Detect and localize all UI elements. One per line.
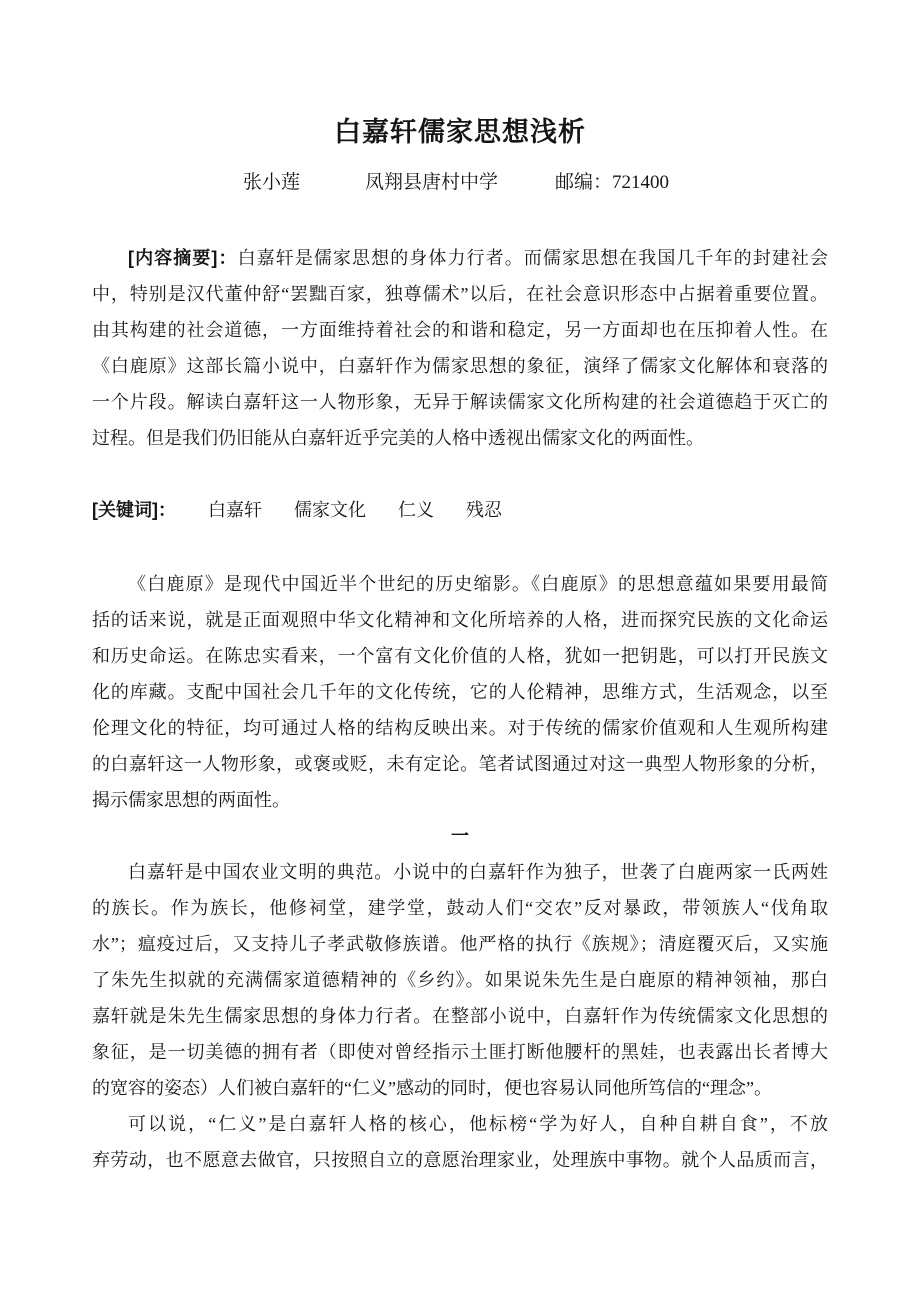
paragraph-line: 揭示儒家思想的两面性。 (92, 790, 290, 810)
abstract-line: 一个片段。解读白嘉轩这一人物形象，无异于解读儒家文化所构建的社会道德趋于灭亡的 (92, 392, 828, 412)
paragraph-line: 了朱先生拟就的充满儒家道德精神的《乡约》。如果说朱先生是白鹿原的精神领袖，那白 (92, 970, 828, 990)
paragraph-line: 的族长。作为族长，他修祠堂，建学堂，鼓动人们“交农”反对暴政，带领族人“伐角取 (92, 898, 828, 918)
abstract-text: 白嘉轩是儒家思想的身体力行者。而儒家思想在我国几千年的封建社会 (237, 248, 828, 268)
keyword-item: 残忍 (466, 500, 502, 520)
body-paragraph-renyi (92, 1106, 828, 1178)
section-marker: 一 (451, 826, 469, 846)
paragraph-line: 和历史命运。在陈忠实看来，一个富有文化价值的人格，犹如一把钥匙，可以打开民族文 (92, 646, 828, 666)
byline (92, 170, 828, 196)
keywords-line (92, 492, 828, 528)
keywords-label: [关键词]： (92, 500, 176, 520)
paragraph-line: 象征，是一切美德的拥有者（即使对曾经指示土匪打断他腰杆的黑娃，也表露出长者博大 (92, 1042, 828, 1062)
abstract-line: 由其构建的社会道德，一方面维持着社会的和谐和稳定，另一方面却也在压抑着人性。在 (92, 320, 828, 340)
paragraph-line: 伦理文化的特征，均可通过人格的结构反映出来。对于传统的儒家价值观和人生观所构建 (92, 718, 828, 738)
body-paragraph-intro (92, 566, 828, 818)
keyword-item: 儒家文化 (294, 500, 366, 520)
byline-affiliation: 凤翔县唐村中学 (365, 172, 499, 193)
paragraph-line: 弃劳动，也不愿意去做官，只按照自立的意愿治理家业，处理族中事物。就个人品质而言， (92, 1150, 828, 1170)
paragraph-line: 化的库藏。支配中国社会几千年的文化传统，它的人伦精神，思维方式，生活观念，以至 (92, 682, 828, 702)
paragraph-line: 的宽容的姿态）人们被白嘉轩的“仁义”感动的同时，便也容易认同他所笃信的“理念”。 (92, 1078, 772, 1098)
paragraph-line: 水”；瘟疫过后，又支持儿子孝武敬修族谱。他严格的执行《族规》；清庭覆灭后，又实施 (92, 934, 828, 954)
keyword-item: 仁义 (398, 500, 434, 520)
paragraph-line: 可以说，“仁义”是白嘉轩人格的核心，他标榜“学为好人，自种自耕自食”，不放 (128, 1114, 828, 1134)
paragraph-line: 《白鹿原》是现代中国近半个世纪的历史缩影。《白鹿原》的思想意蕴如果要用最简 (128, 574, 828, 594)
body-paragraph-section-one (92, 854, 828, 1106)
abstract-paragraph (92, 240, 828, 456)
abstract-line: 过程。但是我们仍旧能从白嘉轩近乎完美的人格中透视出儒家文化的两面性。 (92, 428, 704, 448)
abstract-line (92, 240, 828, 276)
byline-postcode: 邮编：721400 (555, 172, 670, 193)
paragraph-line: 的白嘉轩这一人物形象，或褒或贬，未有定论。笔者试图通过对这一典型人物形象的分析， (92, 754, 828, 774)
paragraph-line: 白嘉轩是中国农业文明的典范。小说中的白嘉轩作为独子，世袭了白鹿两家一氏两姓 (128, 862, 828, 882)
byline-author: 张小莲 (243, 172, 301, 193)
abstract-line: 中，特别是汉代董仲舒“罢黜百家，独尊儒术”以后，在社会意识形态中占据着重要位置。 (92, 284, 828, 304)
paragraph-line: 嘉轩就是朱先生儒家思想的身体力行者。在整部小说中，白嘉轩作为传统儒家文化思想的 (92, 1006, 828, 1026)
paragraph-line: 括的话来说，就是正面观照中华文化精神和文化所培养的人格，进而探究民族的文化命运 (92, 610, 828, 630)
page-title: 白嘉轩儒家思想浅析 (334, 117, 586, 147)
keyword-item: 白嘉轩 (208, 500, 262, 520)
abstract-line: 《白鹿原》这部长篇小说中，白嘉轩作为儒家思想的象征，演绎了儒家文化解体和衰落的 (92, 356, 828, 376)
abstract-label: [内容摘要]： (128, 248, 238, 268)
